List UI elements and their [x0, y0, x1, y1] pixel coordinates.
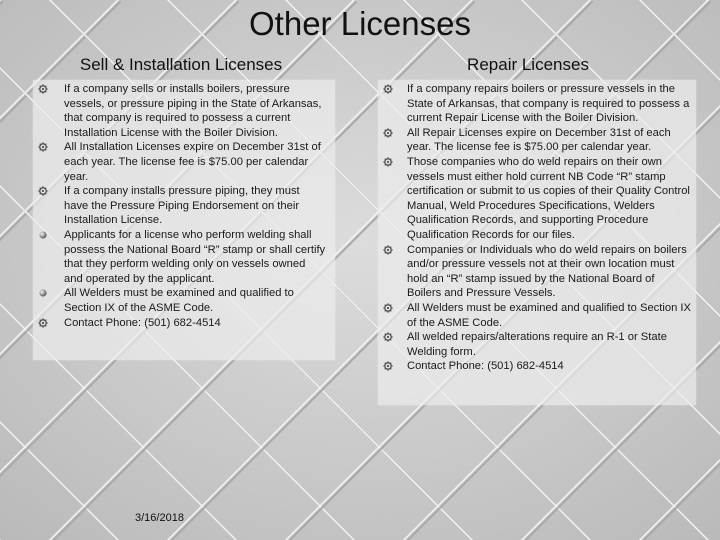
- list-item-text: Applicants for a license who perform welding shall possess the National Board “R” stamp or shall certify that they perform welding only on vessels owned and operated by the applicant.: [64, 228, 326, 285]
- list-item-text: All Repair Licenses expire on December 31st of each year. The license fee is $75.00 per calendar year.: [407, 126, 671, 154]
- slide-date: 3/16/2018: [135, 512, 184, 524]
- gear-bullet-icon: [383, 245, 393, 255]
- gear-bullet-icon: [383, 128, 393, 138]
- repair-licenses-heading: Repair Licenses: [467, 55, 589, 74]
- list-item-text: Those companies who do weld repairs on their own vessels must either hold current NB Code “R” stamp certification or submit to us copies of their Quality Control Manual, Weld Procedures Specifications, Welders Qualification Records, and supporting Procedure Qualification Records for our files.: [407, 155, 690, 241]
- list-item: [381, 126, 691, 155]
- list-item: [36, 316, 326, 331]
- gear-bullet-icon: [383, 157, 393, 167]
- list-item: [381, 330, 691, 359]
- list-item-text: Contact Phone: (501) 682-4514: [407, 360, 564, 373]
- sphere-bullet-icon: [38, 230, 48, 240]
- list-item: [36, 140, 326, 184]
- list-item: [36, 82, 326, 140]
- list-item-text: If a company installs pressure piping, they must have the Pressure Piping Endorsement on their Installation License.: [64, 185, 300, 227]
- list-item-text: All welded repairs/alterations require an R-1 or State Welding form.: [407, 331, 667, 358]
- gear-bullet-icon: [383, 303, 393, 313]
- gear-bullet-icon: [383, 332, 393, 342]
- list-item-text: If a company sells or installs boilers, pressure vessels, or pressure piping in the State of Arkansas, that company is required to possess a current Installation License with the Boiler Division.: [64, 83, 322, 139]
- list-item-text: If a company repairs boilers or pressure vessels in the State of Arkansas, that company is required to possess a current Repair License with the Boiler Division.: [407, 83, 690, 125]
- list-item: [381, 155, 691, 243]
- gear-bullet-icon: [38, 318, 48, 328]
- repair-licenses-list: [381, 82, 691, 374]
- slide-title: Other Licenses: [249, 5, 471, 42]
- list-item-text: Contact Phone: (501) 682-4514: [64, 316, 221, 329]
- list-item-text: All Welders must be examined and qualified to Section IX of the ASME Code.: [64, 287, 294, 314]
- gear-bullet-icon: [38, 186, 48, 196]
- sell-installation-heading: Sell & Installation Licenses: [79, 55, 283, 74]
- sphere-bullet-icon: [38, 288, 48, 298]
- list-item: [381, 359, 691, 374]
- list-item: [36, 228, 326, 286]
- list-item: [36, 286, 326, 315]
- gear-bullet-icon: [38, 142, 48, 152]
- gear-bullet-icon: [38, 84, 48, 94]
- gear-bullet-icon: [383, 84, 393, 94]
- list-item: [381, 301, 691, 330]
- sell-installation-list: [36, 82, 326, 330]
- list-item: [381, 243, 691, 301]
- list-item-text: All Installation Licenses expire on December 31st of each year. The license fee is $75.00 per calendar year.: [64, 141, 321, 183]
- list-item: [381, 82, 691, 126]
- list-item: [36, 184, 326, 228]
- list-item-text: All Welders must be examined and qualified to Section IX of the ASME Code.: [407, 301, 691, 329]
- list-item-text: Companies or Individuals who do weld repairs on boilers and/or pressure vessels not at their own location must hold an “R” stamp issued by the National Board of Boilers and Pressure Vessels.: [407, 243, 687, 300]
- gear-bullet-icon: [383, 361, 393, 371]
